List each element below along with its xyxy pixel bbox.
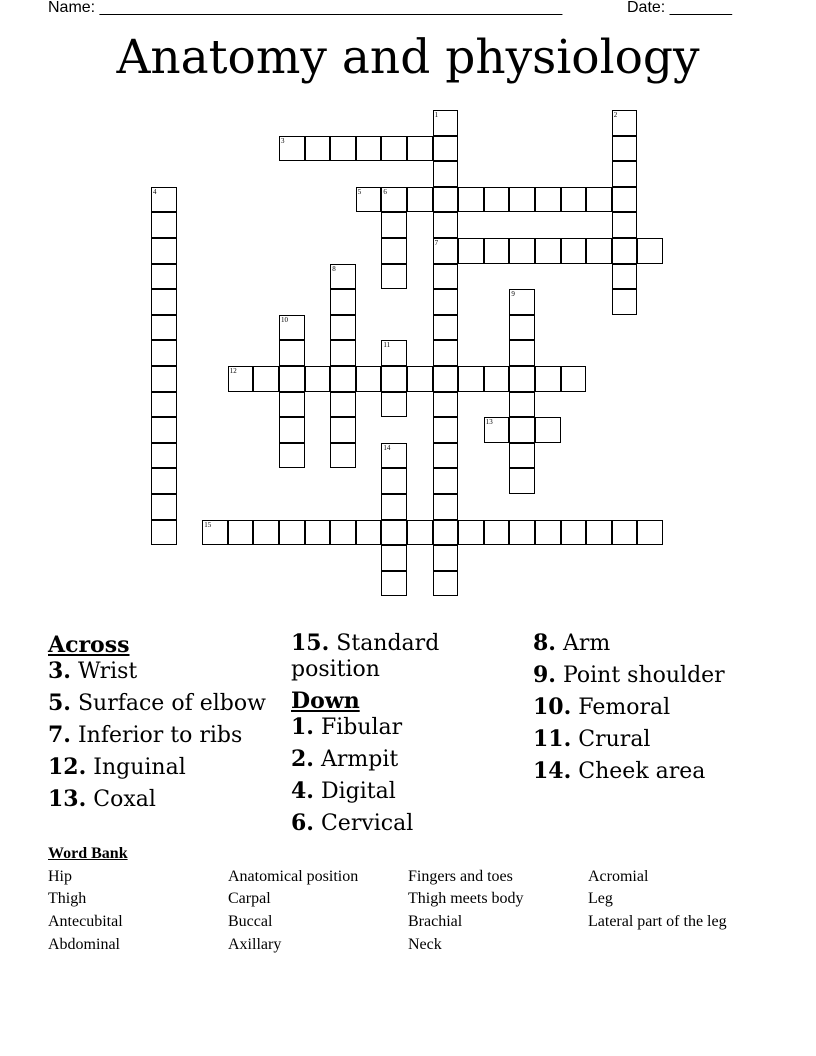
word-bank-item: Buccal — [228, 913, 273, 930]
crossword-cell[interactable] — [509, 315, 535, 341]
crossword-cell[interactable] — [381, 494, 407, 520]
crossword-cell[interactable] — [151, 468, 177, 494]
clue-across-5: 5. Surface of elbow — [48, 690, 266, 716]
word-bank-item: Hip — [48, 868, 72, 885]
crossword-cell[interactable] — [433, 366, 459, 392]
word-bank-item: Thigh meets body — [408, 890, 524, 907]
word-bank-item: Thigh — [48, 890, 87, 907]
crossword-cell[interactable] — [253, 366, 279, 392]
crossword-cell[interactable] — [381, 571, 407, 597]
crossword-cell[interactable] — [305, 366, 331, 392]
crossword-cell[interactable] — [509, 520, 535, 546]
clue-number: 13 — [485, 418, 493, 427]
clue-across-3: 3. Wrist — [48, 658, 138, 684]
crossword-cell[interactable] — [509, 289, 535, 315]
crossword-cell[interactable] — [535, 366, 561, 392]
clue-number: 7 — [434, 239, 439, 247]
crossword-cell[interactable] — [151, 212, 177, 238]
crossword-cell[interactable] — [330, 136, 356, 162]
crossword-cell[interactable] — [433, 417, 459, 443]
crossword-cell[interactable] — [612, 110, 638, 136]
crossword-cell[interactable] — [509, 340, 535, 366]
crossword-cell[interactable] — [202, 520, 228, 546]
crossword-cell[interactable] — [279, 340, 305, 366]
crossword-cell[interactable] — [484, 366, 510, 392]
crossword-cell[interactable] — [612, 238, 638, 264]
clue-number: 4 — [153, 187, 157, 196]
crossword-cell[interactable] — [458, 187, 484, 213]
crossword-cell[interactable] — [381, 212, 407, 238]
crossword-cell[interactable] — [356, 187, 382, 213]
crossword-cell[interactable] — [151, 520, 177, 546]
crossword-cell[interactable] — [637, 520, 663, 546]
crossword-cell[interactable] — [228, 366, 254, 392]
crossword-cell[interactable] — [433, 212, 459, 238]
crossword-cell[interactable] — [458, 520, 484, 546]
crossword-cell[interactable] — [433, 545, 459, 571]
clue-number: 10 — [281, 315, 288, 324]
crossword-cell[interactable] — [151, 443, 177, 469]
crossword-cell[interactable] — [433, 264, 459, 290]
crossword-cell[interactable] — [535, 520, 561, 546]
crossword-cell[interactable] — [381, 468, 407, 494]
crossword-cell[interactable] — [305, 136, 331, 162]
clue-down-14: 14. Cheek area — [533, 758, 706, 784]
crossword-cell[interactable] — [612, 136, 638, 162]
clue-number: 9 — [511, 290, 515, 299]
crossword-cell[interactable] — [535, 417, 561, 443]
crossword-cell[interactable] — [407, 366, 433, 392]
clue-number: 14 — [383, 443, 391, 452]
crossword-cell[interactable] — [330, 289, 356, 315]
crossword-cell[interactable] — [151, 392, 177, 418]
crossword-cell[interactable] — [433, 392, 459, 418]
crossword-cell[interactable] — [433, 238, 459, 264]
crossword-cell[interactable] — [509, 366, 535, 392]
crossword-cell[interactable] — [151, 315, 177, 341]
crossword-cell[interactable] — [407, 520, 433, 546]
crossword-cell[interactable] — [458, 366, 484, 392]
crossword-cell[interactable] — [381, 340, 407, 366]
crossword-cell[interactable] — [433, 315, 459, 341]
crossword-cell[interactable] — [561, 520, 587, 546]
crossword-cell[interactable] — [279, 315, 305, 341]
clue-down-2: 2. Armpit — [291, 746, 399, 772]
clue-down-4: 4. Digital — [291, 778, 396, 804]
word-bank-item: Acromial — [588, 868, 649, 885]
clue-number: 1 — [434, 111, 439, 119]
word-bank-item: Abdominal — [48, 936, 120, 953]
clues-column-1 — [48, 630, 288, 818]
crossword-cell[interactable] — [509, 417, 535, 443]
crossword-cell[interactable] — [586, 520, 612, 546]
crossword-cell[interactable] — [612, 161, 638, 187]
crossword-cell[interactable] — [433, 340, 459, 366]
clue-number: 8 — [332, 264, 336, 273]
crossword-cell[interactable] — [612, 187, 638, 213]
crossword-cell[interactable] — [561, 238, 587, 264]
clue-down-8: 8. Arm — [533, 630, 611, 656]
crossword-cell[interactable] — [330, 520, 356, 546]
across-heading: Across — [48, 632, 130, 658]
page-title: Anatomy and physiology — [116, 30, 700, 85]
crossword-cell[interactable] — [330, 315, 356, 341]
crossword-cell[interactable] — [151, 264, 177, 290]
crossword-cell[interactable] — [484, 238, 510, 264]
clue-across-13: 13. Coxal — [48, 786, 156, 812]
crossword-cell[interactable] — [509, 468, 535, 494]
crossword-cell[interactable] — [535, 187, 561, 213]
crossword-cell[interactable] — [330, 443, 356, 469]
crossword-cell[interactable] — [433, 571, 459, 597]
crossword-cell[interactable] — [407, 187, 433, 213]
crossword-cell[interactable] — [330, 417, 356, 443]
crossword-cell[interactable] — [151, 417, 177, 443]
crossword-cell[interactable] — [535, 238, 561, 264]
crossword-cell[interactable] — [381, 238, 407, 264]
clue-number: 5 — [357, 187, 362, 196]
date-field-label: Date: _______ — [627, 0, 732, 16]
crossword-cell[interactable] — [561, 187, 587, 213]
crossword-cell[interactable] — [484, 187, 510, 213]
crossword-cell[interactable] — [151, 289, 177, 315]
clue-across-12: 12. Inguinal — [48, 754, 186, 780]
crossword-cell[interactable] — [279, 136, 305, 162]
clue-number: 12 — [229, 367, 237, 375]
crossword-cell[interactable] — [612, 289, 638, 315]
clue-number: 6 — [383, 187, 387, 196]
word-bank-heading: Word Bank — [48, 845, 128, 862]
crossword-cell[interactable] — [151, 494, 177, 520]
word-bank-item: Antecubital — [48, 913, 123, 930]
clue-down-9: 9. Point shoulder — [533, 662, 725, 688]
clue-number: 2 — [613, 111, 618, 119]
crossword-cell[interactable] — [279, 520, 305, 546]
crossword-cell[interactable] — [586, 187, 612, 213]
clue-down-1: 1. Fibular — [291, 714, 403, 740]
crossword-cell[interactable] — [407, 136, 433, 162]
crossword-cell[interactable] — [330, 264, 356, 290]
clues-column-2 — [291, 630, 531, 842]
clue-number: 3 — [281, 136, 285, 145]
word-bank-item: Anatomical position — [228, 868, 359, 885]
crossword-cell[interactable] — [612, 212, 638, 238]
crossword-cell[interactable] — [433, 187, 459, 213]
crossword-cell[interactable] — [433, 289, 459, 315]
crossword-cell[interactable] — [356, 136, 382, 162]
crossword-cell[interactable] — [381, 545, 407, 571]
crossword-cell[interactable] — [279, 366, 305, 392]
down-heading: Down — [291, 688, 360, 714]
crossword-cell[interactable] — [509, 443, 535, 469]
clues-column-3 — [533, 630, 773, 790]
word-bank-item: Fingers and toes — [408, 868, 513, 885]
crossword-cell[interactable] — [151, 340, 177, 366]
crossword-cell[interactable] — [381, 443, 407, 469]
crossword-cell[interactable] — [586, 238, 612, 264]
crossword-cell[interactable] — [433, 520, 459, 546]
crossword-cell[interactable] — [253, 520, 279, 546]
crossword-cell[interactable] — [433, 494, 459, 520]
crossword-cell[interactable] — [484, 520, 510, 546]
crossword-cell[interactable] — [484, 417, 510, 443]
crossword-cell[interactable] — [151, 238, 177, 264]
crossword-cell[interactable] — [279, 417, 305, 443]
crossword-cell[interactable] — [330, 392, 356, 418]
crossword-cell[interactable] — [356, 366, 382, 392]
crossword-cell[interactable] — [330, 366, 356, 392]
word-bank-item: Axillary — [228, 936, 282, 953]
clue-number: 11 — [383, 341, 391, 350]
crossword-cell[interactable] — [381, 136, 407, 162]
crossword-cell[interactable] — [381, 264, 407, 290]
crossword-cell[interactable] — [381, 187, 407, 213]
crossword-cell[interactable] — [612, 264, 638, 290]
crossword-cell[interactable] — [637, 238, 663, 264]
clue-down-11: 11. Crural — [533, 726, 651, 752]
clue-number: 15 — [204, 520, 212, 529]
clue-down-10: 10. Femoral — [533, 694, 671, 720]
crossword-cell[interactable] — [381, 366, 407, 392]
crossword-cell[interactable] — [381, 392, 407, 418]
crossword-cell[interactable] — [279, 392, 305, 418]
crossword-cell[interactable] — [509, 238, 535, 264]
clue-down-6: 6. Cervical — [291, 810, 414, 836]
crossword-cell[interactable] — [612, 520, 638, 546]
crossword-cell[interactable] — [509, 187, 535, 213]
word-bank-item: Brachial — [408, 913, 463, 930]
word-bank-item: Leg — [588, 890, 613, 907]
crossword-cell[interactable] — [228, 520, 254, 546]
crossword-cell[interactable] — [381, 520, 407, 546]
crossword-cell[interactable] — [433, 161, 459, 187]
crossword-cell[interactable] — [433, 468, 459, 494]
word-bank-item: Lateral part of the leg — [588, 913, 727, 930]
crossword-cell[interactable] — [433, 110, 459, 136]
crossword-cell[interactable] — [433, 443, 459, 469]
crossword-cell[interactable] — [279, 443, 305, 469]
crossword-cell[interactable] — [561, 366, 587, 392]
clue-across-7: 7. Inferior to ribs — [48, 722, 243, 748]
word-bank-item: Carpal — [228, 890, 271, 907]
crossword-cell[interactable] — [433, 136, 459, 162]
crossword-cell[interactable] — [458, 238, 484, 264]
crossword-cell[interactable] — [330, 340, 356, 366]
crossword-cell[interactable] — [305, 520, 331, 546]
clue-across-15: 15. Standard position — [291, 630, 440, 682]
crossword-cell[interactable] — [509, 392, 535, 418]
name-field-label: Name: ____________________________________________________ — [48, 0, 563, 16]
crossword-cell[interactable] — [151, 187, 177, 213]
crossword-cell[interactable] — [151, 366, 177, 392]
crossword-cell[interactable] — [356, 520, 382, 546]
word-bank-item: Neck — [408, 936, 442, 953]
